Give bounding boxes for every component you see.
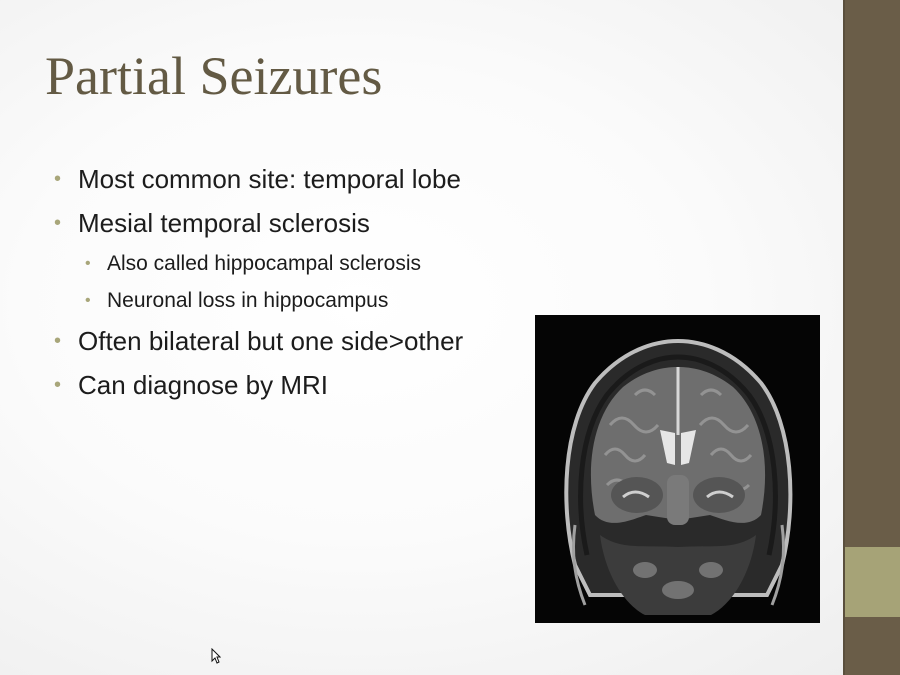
sub-bullet-text: Also called hippocampal sclerosis [107,252,421,275]
bullet-dot-icon: • [54,168,62,190]
sub-bullet-text: Neuronal loss in hippocampus [107,289,389,312]
bullet-item [54,363,463,407]
bullet-dot-icon: • [85,255,91,272]
sub-bullet-item [54,282,463,319]
mri-brain-image [535,315,820,623]
bullet-item [54,319,463,363]
bullet-dot-icon: • [54,374,62,396]
bullet-list [54,157,463,407]
bullet-text: Can diagnose by MRI [78,370,329,400]
decorative-side-accent [845,547,900,617]
mouse-pointer-icon [211,648,221,669]
bullet-text: Most common site: temporal lobe [78,164,461,194]
bullet-dot-icon: • [54,330,62,352]
bullet-text: Often bilateral but one side>other [78,326,464,356]
slide-title: Partial Seizures [45,46,383,106]
bullet-text: Mesial temporal sclerosis [78,208,370,238]
bullet-item [54,201,463,245]
bullet-item [54,157,463,201]
bullet-dot-icon: • [85,292,91,309]
bullet-dot-icon: • [54,212,62,234]
sub-bullet-item [54,245,463,282]
